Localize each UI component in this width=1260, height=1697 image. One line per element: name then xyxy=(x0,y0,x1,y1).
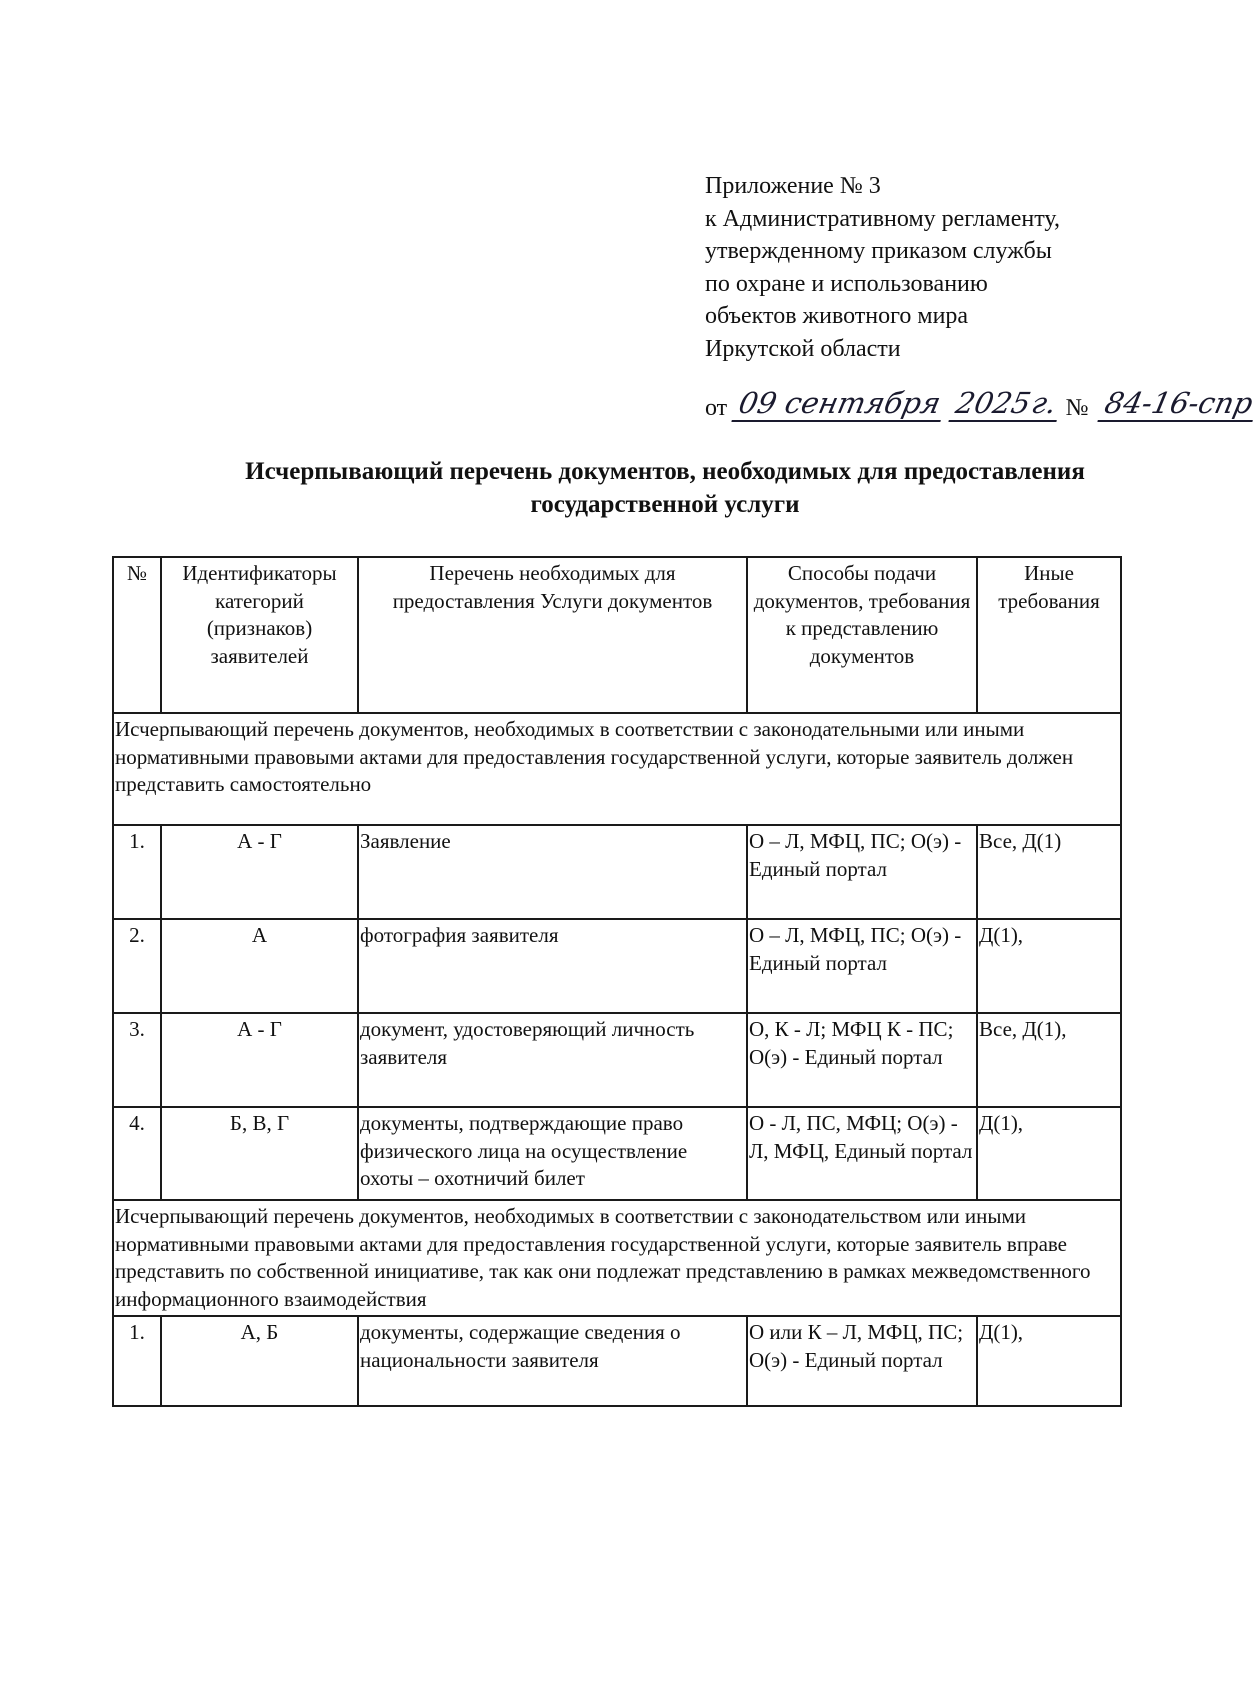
row-applicant-ids: Б, В, Г xyxy=(161,1107,358,1200)
handwritten-day-month: 09 сентября xyxy=(735,386,945,420)
row-other-requirements: Д(1), xyxy=(977,919,1121,1013)
appendix-line: Иркутской области xyxy=(705,335,901,362)
row-document: документ, удостоверяющий личность заявителя xyxy=(358,1013,747,1107)
section-optional-documents: Исчерпывающий перечень документов, необходимых в соответствии с законодательством или иными нормативными правовыми актами для предоставления государственной услуги, которые заявитель вправе представить по собственной инициативе, так как они подлежат представлению в рамках межведомственного информационного взаимодействия xyxy=(113,1200,1121,1316)
table-row xyxy=(113,1107,1121,1200)
appendix-line: Приложение № 3 xyxy=(705,173,881,199)
row-document: документы, подтверждающие право физического лица на осуществление охоты – охотничий билет xyxy=(358,1107,747,1200)
table-row xyxy=(113,1013,1121,1107)
appendix-line: к Административному регламенту, xyxy=(705,205,1060,232)
table-row xyxy=(113,1316,1121,1406)
row-applicant-ids: А xyxy=(161,919,358,1013)
table-row xyxy=(113,825,1121,919)
row-number: 2. xyxy=(113,919,161,1013)
handwritten-date xyxy=(732,388,948,422)
header-documents: Перечень необходимых для предоставления Услуги документов xyxy=(358,557,747,713)
number-label: № xyxy=(1065,395,1089,421)
order-date-number-line xyxy=(705,388,1255,432)
handwritten-year-value: 2025 xyxy=(952,386,1034,420)
row-submission-methods: О - Л, ПС, МФЦ; О(э) - Л, МФЦ, Единый портал xyxy=(747,1107,977,1200)
row-other-requirements: Д(1), xyxy=(977,1316,1121,1406)
row-submission-methods: О – Л, МФЦ, ПС; О(э) - Единый портал xyxy=(747,919,977,1013)
row-submission-methods: О – Л, МФЦ, ПС; О(э) - Единый портал xyxy=(747,825,977,919)
row-applicant-ids: А - Г xyxy=(161,825,358,919)
handwritten-year xyxy=(948,388,1063,422)
title-line-2: государственной услуги xyxy=(530,491,800,518)
appendix-line: утвержденному приказом службы xyxy=(705,238,1052,264)
row-document: Заявление xyxy=(358,825,747,919)
row-number: 1. xyxy=(113,825,161,919)
row-number: 4. xyxy=(113,1107,161,1200)
header-applicant-ids: Идентификаторы категорий (признаков) заявителей xyxy=(161,557,358,713)
row-number: 3. xyxy=(113,1013,161,1107)
row-applicant-ids: А, Б xyxy=(161,1316,358,1406)
row-submission-methods: О или К – Л, МФЦ, ПС; О(э) - Единый портал xyxy=(747,1316,977,1406)
section-mandatory-documents: Исчерпывающий перечень документов, необходимых в соответствии с законодательными или иными нормативными правовыми актами для предоставления государственной услуги, которые заявитель должен представить самостоятельно xyxy=(113,713,1121,825)
document-title xyxy=(100,455,1230,521)
row-other-requirements: Все, Д(1), xyxy=(977,1013,1121,1107)
handwritten-order-number: 84-16-спр xyxy=(1097,388,1259,422)
row-document: фотография заявителя xyxy=(358,919,747,1013)
row-other-requirements: Д(1), xyxy=(977,1107,1121,1200)
appendix-line: объектов животного мира xyxy=(705,303,969,329)
row-document: документы, содержащие сведения о национальности заявителя xyxy=(358,1316,747,1406)
documents-table xyxy=(112,556,1122,1407)
handwritten-year-suffix: г. xyxy=(1028,386,1060,420)
table-header-row xyxy=(113,557,1121,713)
row-applicant-ids: А - Г xyxy=(161,1013,358,1107)
header-submission-methods: Способы подачи документов, требования к представлению документов xyxy=(747,557,977,713)
appendix-line: по охране и использованию xyxy=(705,270,988,297)
appendix-block xyxy=(705,170,1060,365)
row-number: 1. xyxy=(113,1316,161,1406)
section-row xyxy=(113,1200,1121,1316)
row-submission-methods: О, К - Л; МФЦ К - ПС; О(э) - Единый портал xyxy=(747,1013,977,1107)
title-line-1: Исчерпывающий перечень документов, необходимых для предоставления xyxy=(245,458,1085,485)
row-other-requirements: Все, Д(1) xyxy=(977,825,1121,919)
header-number: № xyxy=(113,557,161,713)
table-row xyxy=(113,919,1121,1013)
section-row xyxy=(113,713,1121,825)
from-label: от xyxy=(705,395,728,421)
header-other-requirements: Иные требования xyxy=(977,557,1121,713)
